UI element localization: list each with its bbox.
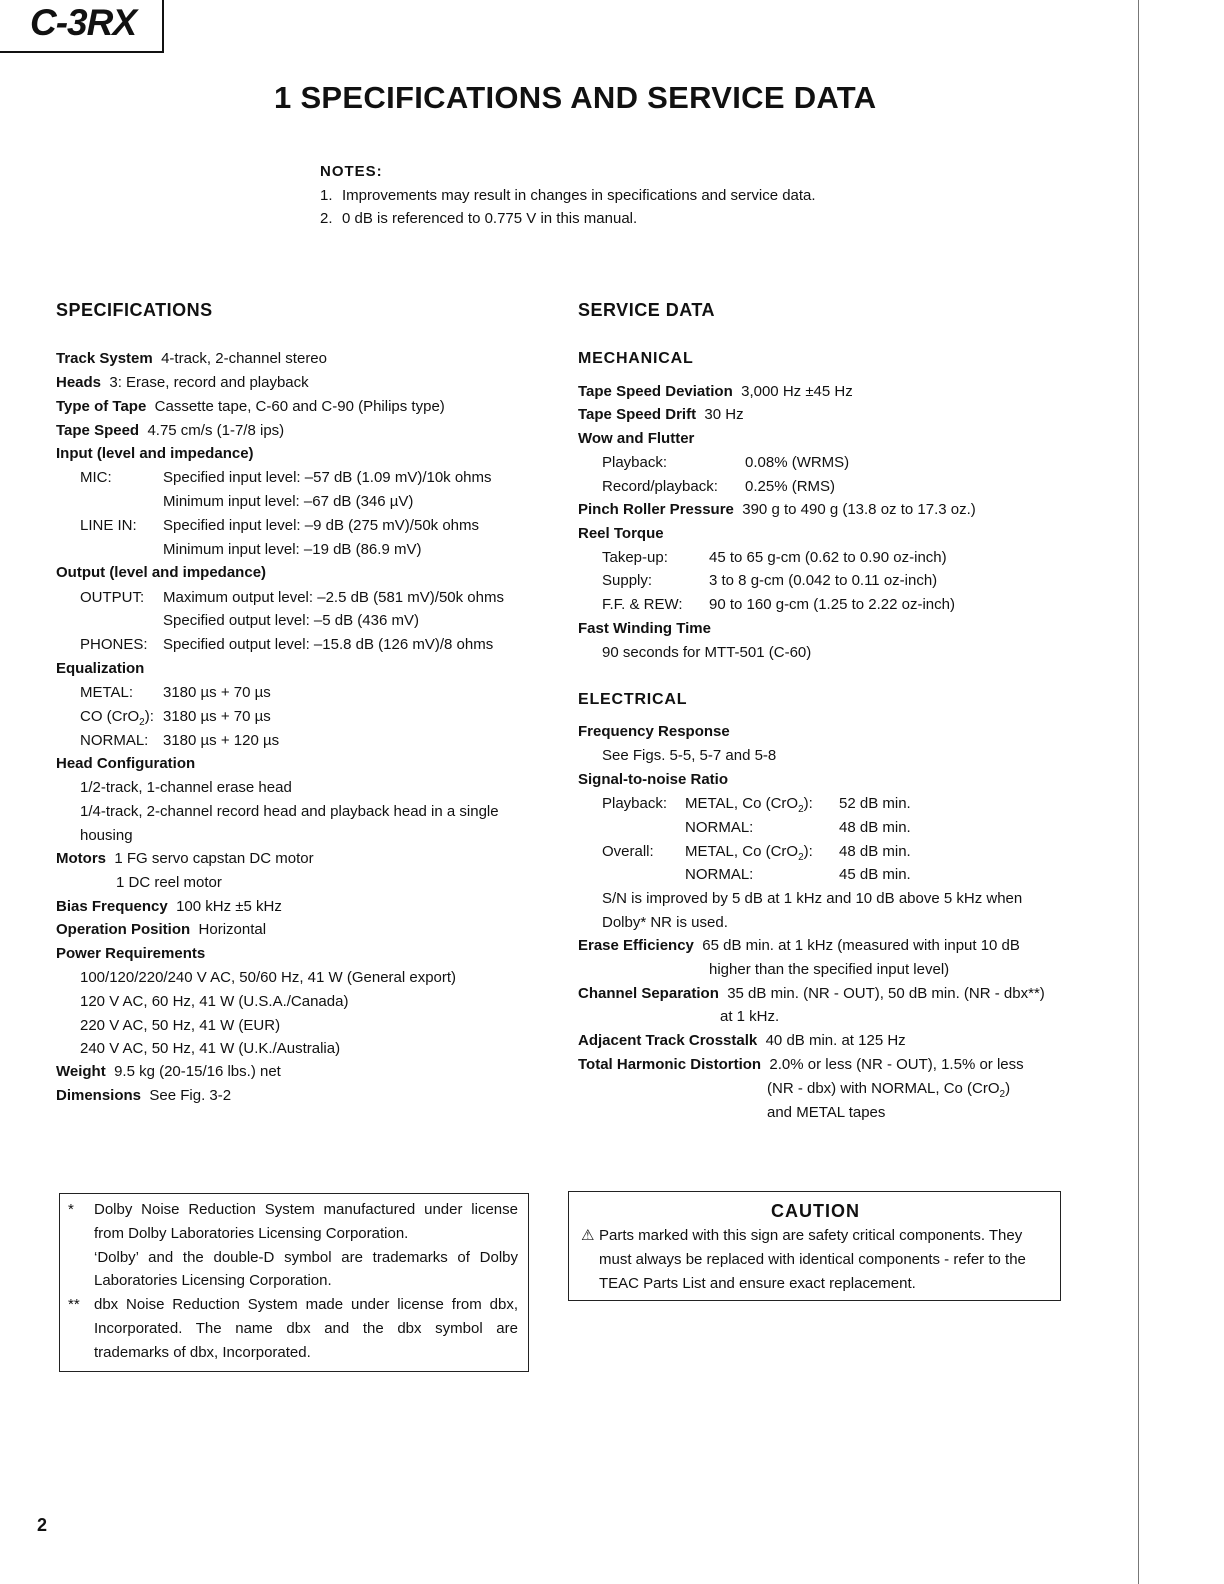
spec-track — [56, 350, 327, 367]
spec-value: 4.75 cm/s (1-7/8 ips) — [147, 422, 285, 439]
svc-wow-heading — [578, 430, 694, 447]
spec-value: See Fig. 3-2 — [149, 1087, 232, 1104]
spec-tape-speed — [56, 422, 284, 439]
note-number: 1. — [320, 186, 333, 204]
spec-head-config-heading — [56, 755, 195, 772]
svc-label: Signal-to-noise Ratio — [578, 771, 728, 788]
spec-dimensions — [56, 1087, 231, 1104]
spec-motors-2: 1 DC reel motor — [116, 874, 222, 891]
thd-text-end: ) — [1005, 1080, 1011, 1097]
svc-snr-ov-normal-label: NORMAL: — [685, 866, 754, 883]
svc-wow-playback: 0.08% (WRMS) — [745, 454, 850, 471]
spec-eq-co-label — [80, 708, 154, 728]
svc-label: Erase Efficiency — [578, 937, 694, 954]
spec-label: Dimensions — [56, 1087, 142, 1104]
spec-linein-minimum: Minimum input level: –19 dB (86.9 mV) — [163, 541, 422, 558]
spec-label: Bias Frequency — [56, 898, 168, 915]
specifications-heading: SPECIFICATIONS — [56, 300, 213, 320]
svc-thd-2 — [767, 1080, 1010, 1100]
svc-snr-heading — [578, 771, 728, 788]
spec-mic-minimum: Minimum input level: –67 dB (346 µV) — [163, 493, 414, 510]
caution-row — [581, 1224, 1050, 1295]
note-text: Improvements may result in changes in specifications and service data. — [342, 186, 816, 204]
spec-phones-label: PHONES: — [80, 636, 148, 653]
spec-value: 9.5 kg (20-15/16 lbs.) net — [114, 1063, 281, 1080]
svc-label: Wow and Flutter — [578, 430, 695, 447]
svc-value: 30 Hz — [704, 406, 744, 423]
footnote-text: ‘Dolby’ and the double-D symbol are trademarks of Dolby Laboratories Licensing Corporation. — [94, 1248, 518, 1290]
notes-block — [320, 160, 820, 231]
svc-label: Total Harmonic Distortion — [578, 1056, 762, 1073]
spec-eq-metal-label: METAL: — [80, 684, 134, 701]
spec-label: Equalization — [56, 660, 145, 677]
footnote-mark: ** — [68, 1296, 80, 1314]
svc-snr-ov-normal: 45 dB min. — [839, 866, 911, 883]
svc-label: Fast Winding Time — [578, 620, 711, 637]
footnote-text: Dolby Noise Reduction System manufactured under license from Dolby Laboratories Licensing Corporation. — [94, 1201, 518, 1242]
spec-label: Motors — [56, 850, 106, 867]
spec-eq-normal-label: NORMAL: — [80, 732, 149, 749]
snr-metal-text: METAL, Co (CrO — [685, 795, 799, 812]
svc-fast-winding: 90 seconds for MTT-501 (C-60) — [602, 644, 812, 661]
spec-label: Weight — [56, 1063, 106, 1080]
spec-heads — [56, 374, 309, 391]
svc-snr-pb-normal: 48 dB min. — [839, 819, 911, 836]
footnote-dolby-tm — [68, 1246, 518, 1294]
svc-thd-3: and METAL tapes — [767, 1104, 886, 1121]
eq-co-text-end: ): — [144, 708, 154, 725]
spec-output-label: OUTPUT: — [80, 589, 145, 606]
notes-heading: NOTES: — [320, 163, 383, 180]
spec-eq-normal: 3180 µs + 120 µs — [163, 732, 280, 749]
spec-bias — [56, 898, 282, 915]
spec-label: Head Configuration — [56, 755, 196, 772]
spec-label: Type of Tape — [56, 398, 147, 415]
svc-value: 65 dB min. at 1 kHz (measured with input 10 dB — [702, 937, 1020, 954]
svc-reel-heading — [578, 525, 664, 542]
svc-reel-takeup: 45 to 65 g-cm (0.62 to 0.90 oz-inch) — [709, 549, 947, 566]
spec-label: Tape Speed — [56, 422, 140, 439]
page-title: 1 SPECIFICATIONS AND SERVICE DATA — [274, 80, 877, 115]
spec-power-heading — [56, 945, 205, 962]
svc-value: 2.0% or less (NR - OUT), 1.5% or less — [769, 1056, 1024, 1073]
footnote-box — [59, 1193, 529, 1372]
svc-label: Frequency Response — [578, 723, 730, 740]
mechanical-heading: MECHANICAL — [578, 350, 694, 367]
service-data-heading: SERVICE DATA — [578, 300, 716, 320]
spec-eq-co: 3180 µs + 70 µs — [163, 708, 271, 725]
spec-value: 1 FG servo capstan DC motor — [114, 850, 314, 867]
note-text: 0 dB is referenced to 0.775 V in this manual. — [342, 210, 638, 227]
spec-input-heading — [56, 445, 254, 462]
thd-sub: 2 — [999, 1089, 1006, 1100]
svc-tape-speed-deviation — [578, 383, 853, 400]
svc-wow-playback-label: Playback: — [602, 454, 668, 471]
footnote-dbx — [68, 1293, 518, 1364]
spec-output-heading — [56, 564, 266, 581]
svc-snr-note-2: Dolby* NR is used. — [602, 914, 728, 931]
svc-erase-2: higher than the specified input level) — [709, 961, 950, 978]
thd-text: (NR - dbx) with NORMAL, Co (CrO — [767, 1080, 1000, 1097]
note-item — [320, 184, 820, 208]
svc-reel-supply-label: Supply: — [602, 572, 653, 589]
snr-metal-text-end: ): — [803, 795, 813, 812]
spec-mic-label: MIC: — [80, 469, 112, 486]
footnote-dolby — [68, 1198, 518, 1246]
spec-head-config-1: 1/2-track, 1-channel erase head — [80, 779, 292, 796]
svc-fast-winding-heading — [578, 620, 711, 637]
spec-motors — [56, 850, 314, 867]
svc-wow-recplay-label: Record/playback: — [602, 478, 718, 495]
spec-value: Cassette tape, C-60 and C-90 (Philips type) — [154, 398, 445, 415]
svc-snr-playback-label: Playback: — [602, 795, 668, 812]
scan-edge-line — [1138, 0, 1139, 1584]
svc-snr-pb-metal: 52 dB min. — [839, 795, 911, 812]
spec-label: Input (level and impedance) — [56, 445, 254, 462]
svc-snr-pb-normal-label: NORMAL: — [685, 819, 754, 836]
svc-reel-supply: 3 to 8 g-cm (0.042 to 0.11 oz-inch) — [709, 572, 938, 589]
svc-pinch-roller — [578, 501, 976, 518]
svc-value: 35 dB min. (NR - OUT), 50 dB min. (NR - dbx**) — [727, 985, 1045, 1002]
spec-power-4: 240 V AC, 50 Hz, 41 W (U.K./Australia) — [80, 1040, 341, 1057]
spec-operation-position — [56, 921, 266, 938]
eq-co-sub: 2 — [139, 717, 145, 728]
spec-head-config-3: housing — [80, 827, 133, 844]
spec-label: Output (level and impedance) — [56, 564, 267, 581]
model-label: C-3RX — [30, 2, 137, 43]
spec-eq-metal: 3180 µs + 70 µs — [163, 684, 271, 701]
snr-metal-sub: 2 — [798, 804, 804, 815]
spec-power-2: 120 V AC, 60 Hz, 41 W (U.S.A./Canada) — [80, 993, 349, 1010]
note-number: 2. — [320, 210, 333, 227]
svc-freq-value: See Figs. 5-5, 5-7 and 5-8 — [602, 747, 777, 764]
snr-metal-text-end: ): — [803, 843, 813, 860]
spec-output-specified: Specified output level: –5 dB (436 mV) — [163, 612, 419, 629]
model-tab — [0, 0, 164, 53]
note-item — [320, 207, 820, 231]
page-number: 2 — [37, 1515, 48, 1535]
svc-snr-note-1: S/N is improved by 5 dB at 1 kHz and 10 dB above 5 kHz when — [602, 890, 1023, 907]
footnote-mark: * — [68, 1201, 74, 1218]
spec-mic-specified: Specified input level: –57 dB (1.09 mV)/10k ohms — [163, 469, 492, 486]
svc-label: Channel Separation — [578, 985, 719, 1002]
warning-icon: ⚠ — [581, 1227, 595, 1244]
svc-snr-ov-metal-label — [685, 843, 813, 863]
eq-co-text: CO (CrO — [80, 708, 140, 725]
caution-title: CAUTION — [771, 1201, 860, 1221]
spec-equalization-heading — [56, 660, 144, 677]
spec-value: 3: Erase, record and playback — [109, 374, 309, 391]
svc-reel-takeup-label: Takep-up: — [602, 549, 668, 566]
svc-snr-pb-metal-label — [685, 795, 813, 815]
spec-value: Horizontal — [198, 921, 267, 938]
svc-reel-ffrew-label: F.F. & REW: — [602, 596, 683, 613]
spec-phones-specified: Specified output level: –15.8 dB (126 mV)/8 ohms — [163, 636, 494, 653]
svc-label: Tape Speed Drift — [578, 406, 697, 423]
svc-label: Reel Torque — [578, 525, 664, 542]
svc-reel-ffrew: 90 to 160 g-cm (1.25 to 2.22 oz-inch) — [709, 596, 955, 613]
svc-value: 3,000 Hz ±45 Hz — [741, 383, 853, 400]
snr-metal-sub: 2 — [798, 852, 804, 863]
spec-weight — [56, 1063, 281, 1080]
svc-label: Pinch Roller Pressure — [578, 501, 734, 518]
svc-snr-ov-metal: 48 dB min. — [839, 843, 911, 860]
svc-tape-speed-drift — [578, 406, 744, 423]
electrical-heading: ELECTRICAL — [578, 691, 688, 708]
spec-label: Track System — [56, 350, 153, 367]
svc-wow-recplay: 0.25% (RMS) — [745, 478, 836, 495]
spec-power-3: 220 V AC, 50 Hz, 41 W (EUR) — [80, 1017, 281, 1034]
spec-tape-type — [56, 398, 445, 415]
snr-metal-text: METAL, Co (CrO — [685, 843, 799, 860]
svc-value: 390 g to 490 g (13.8 oz to 17.3 oz.) — [742, 501, 976, 518]
svc-label: Tape Speed Deviation — [578, 383, 733, 400]
svc-crosstalk — [578, 1032, 906, 1049]
spec-linein-specified: Specified input level: –9 dB (275 mV)/50k ohms — [163, 517, 480, 534]
caution-text: Parts marked with this sign are safety critical components. They must always be replaced with identical components - refer to the TEAC Parts List and ensure exact replacement. — [599, 1227, 1026, 1292]
svc-label: Adjacent Track Crosstalk — [578, 1032, 758, 1049]
svc-thd — [578, 1056, 1024, 1073]
svc-value: 40 dB min. at 125 Hz — [765, 1032, 906, 1049]
spec-value: 4-track, 2-channel stereo — [161, 350, 327, 367]
spec-value: 100 kHz ±5 kHz — [176, 898, 282, 915]
spec-label: Power Requirements — [56, 945, 206, 962]
svc-separation-2: at 1 kHz. — [720, 1008, 780, 1025]
caution-box — [568, 1191, 1061, 1301]
svc-erase — [578, 937, 1020, 954]
svc-freq-heading — [578, 723, 730, 740]
spec-power-1: 100/120/220/240 V AC, 50/60 Hz, 41 W (General export) — [80, 969, 457, 986]
footnote-text: dbx Noise Reduction System made under license from dbx, Incorporated. The name dbx and the dbx symbol are trademarks of dbx, Incorporated. — [94, 1296, 518, 1361]
svc-separation — [578, 985, 1045, 1002]
spec-head-config-2: 1/4-track, 2-channel record head and playback head in a single — [80, 803, 499, 820]
spec-output-maximum: Maximum output level: –2.5 dB (581 mV)/50k ohms — [163, 589, 504, 606]
spec-label: Heads — [56, 374, 102, 391]
svc-snr-overall-label: Overall: — [602, 843, 654, 860]
spec-label: Operation Position — [56, 921, 191, 938]
spec-linein-label: LINE IN: — [80, 517, 137, 534]
